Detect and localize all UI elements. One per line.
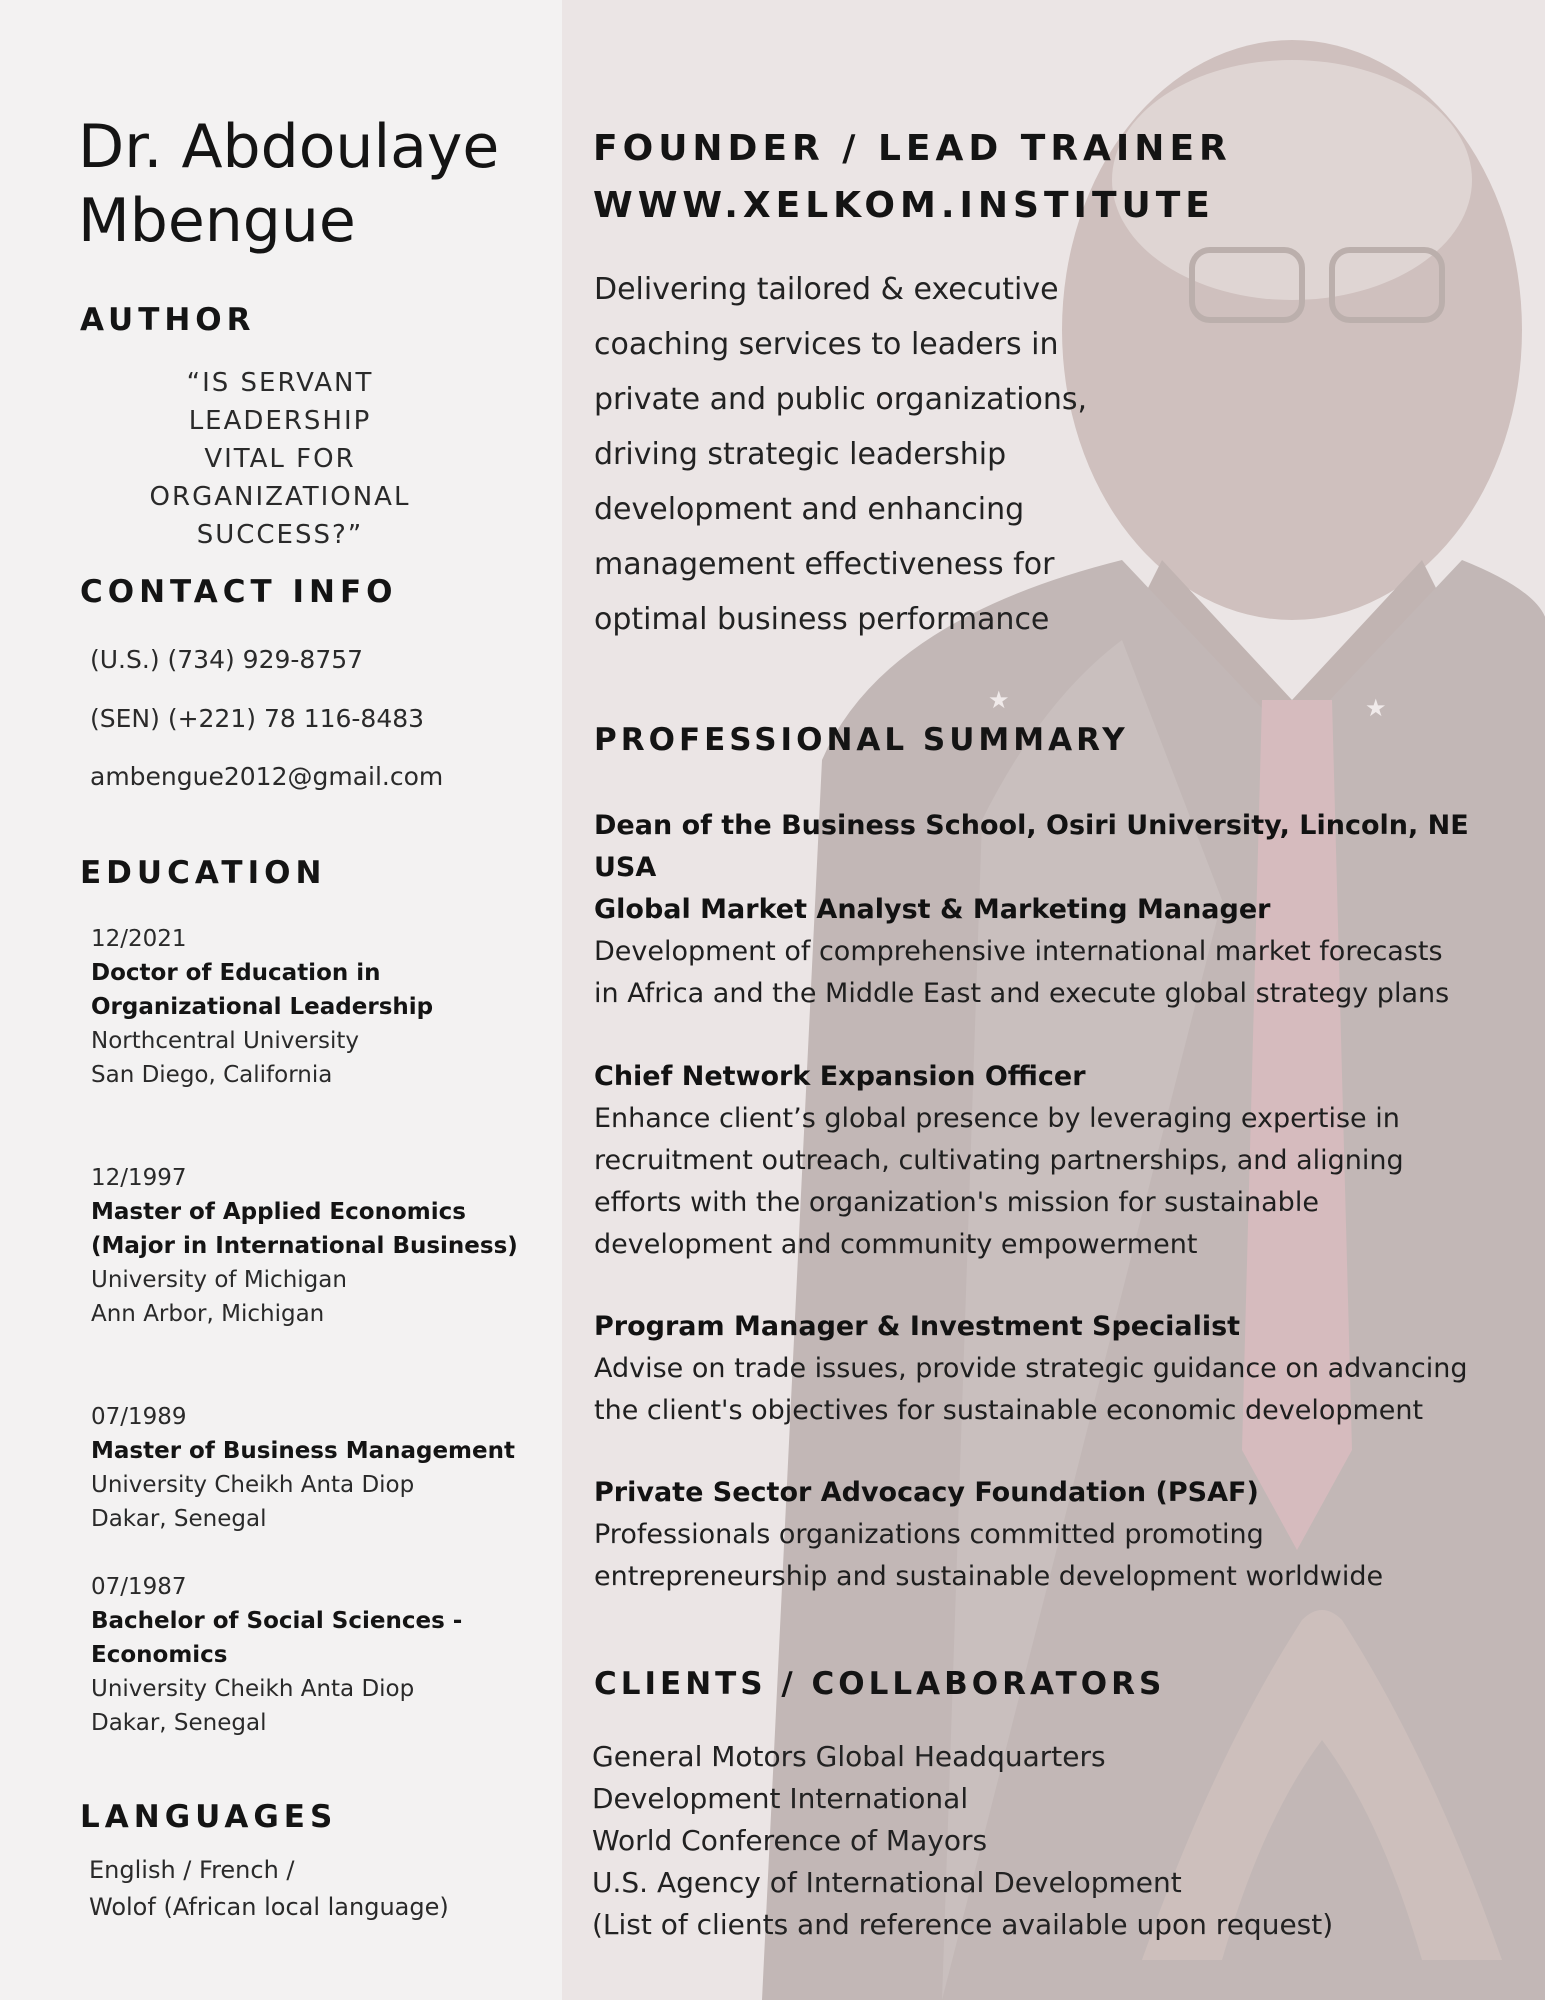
- languages-line: English / French /: [89, 1856, 295, 1884]
- role-heading: [593, 120, 1232, 234]
- education-school: University Cheikh Anta Diop: [91, 1676, 415, 1702]
- education-degree: Economics: [91, 1642, 228, 1668]
- summary-heading: PROFESSIONAL SUMMARY: [594, 722, 1129, 758]
- languages-list: [89, 1852, 449, 1926]
- education-degree: Bachelor of Social Sciences -: [91, 1608, 463, 1634]
- education-item: [91, 1161, 518, 1331]
- education-location: Dakar, Senegal: [91, 1506, 267, 1532]
- job-line: efforts with the organization's mission for sustainable: [594, 1187, 1319, 1218]
- education-date: 07/1987: [91, 1574, 187, 1600]
- description-line: optimal business performance: [594, 602, 1050, 637]
- name-line-2: Mbengue: [78, 186, 356, 256]
- education-school: University of Michigan: [91, 1267, 347, 1293]
- description-line: coaching services to leaders in: [594, 327, 1059, 362]
- description-line: driving strategic leadership: [594, 437, 1007, 472]
- education-date: 12/2021: [91, 926, 187, 952]
- education-school: Northcentral University: [91, 1028, 359, 1054]
- clients-list: [592, 1736, 1333, 1946]
- job-title: Program Manager & Investment Specialist: [594, 1311, 1241, 1342]
- quote-line: “IS SERVANT LEADERSHIP: [186, 368, 374, 436]
- description-line: private and public organizations,: [594, 382, 1088, 417]
- list-item: U.S. Agency of International Development: [592, 1866, 1182, 1899]
- job-line: Advise on trade issues, provide strategic guidance on advancing: [594, 1353, 1468, 1384]
- education-item: [91, 922, 433, 1092]
- job-entry: [594, 1306, 1524, 1432]
- quote-line: SUCCESS?”: [196, 520, 364, 550]
- education-location: Ann Arbor, Michigan: [91, 1301, 325, 1327]
- job-entry: [594, 889, 1524, 1015]
- job-line: Development of comprehensive international market forecasts: [594, 936, 1443, 967]
- list-item: General Motors Global Headquarters: [592, 1740, 1106, 1773]
- education-item: [91, 1400, 515, 1536]
- book-title-quote: [100, 364, 460, 554]
- clients-heading: CLIENTS / COLLABORATORS: [594, 1666, 1166, 1702]
- description-line: Delivering tailored & executive: [594, 272, 1059, 307]
- education-degree: Organizational Leadership: [91, 994, 434, 1020]
- education-location: San Diego, California: [91, 1062, 333, 1088]
- education-degree: (Major in International Business): [91, 1233, 518, 1259]
- dean-position: [594, 805, 1524, 889]
- education-date: 07/1989: [91, 1404, 187, 1430]
- person-name: [78, 110, 499, 258]
- education-degree: Master of Applied Economics: [91, 1199, 466, 1225]
- job-line: in Africa and the Middle East and execute global strategy plans: [594, 978, 1450, 1009]
- list-item: Development International: [592, 1782, 969, 1815]
- quote-line: VITAL FOR: [204, 444, 356, 474]
- education-heading: EDUCATION: [80, 855, 327, 891]
- languages-line: Wolof (African local language): [89, 1893, 449, 1921]
- list-item: World Conference of Mayors: [592, 1824, 988, 1857]
- job-title: Chief Network Expansion Officer: [594, 1061, 1086, 1092]
- email-link[interactable]: ambengue2012@gmail.com: [90, 762, 444, 791]
- job-line: Professionals organizations committed promoting: [594, 1519, 1264, 1550]
- job-entry: [594, 1056, 1524, 1266]
- job-title: Dean of the Business School, Osiri University, Lincoln, NE USA: [594, 810, 1469, 883]
- education-date: 12/1997: [91, 1165, 187, 1191]
- list-item: (List of clients and reference available upon request): [592, 1908, 1334, 1941]
- education-degree: Master of Business Management: [91, 1438, 515, 1464]
- contact-heading: CONTACT INFO: [80, 574, 398, 610]
- education-item: [91, 1570, 462, 1740]
- job-line: development and community empowerment: [594, 1229, 1198, 1260]
- name-line-1: Dr. Abdoulaye: [78, 112, 500, 182]
- services-description: [594, 262, 1154, 647]
- job-line: entrepreneurship and sustainable development worldwide: [594, 1561, 1384, 1592]
- education-location: Dakar, Senegal: [91, 1710, 267, 1736]
- phone-senegal[interactable]: (SEN) (+221) 78 116-8483: [90, 704, 425, 733]
- job-title: Global Market Analyst & Marketing Manager: [594, 894, 1271, 925]
- job-title: Private Sector Advocacy Foundation (PSAF): [594, 1477, 1259, 1508]
- job-entry: [594, 1472, 1524, 1598]
- quote-line: ORGANIZATIONAL: [149, 482, 411, 512]
- description-line: management effectiveness for: [594, 547, 1055, 582]
- description-line: development and enhancing: [594, 492, 1025, 527]
- languages-heading: LANGUAGES: [80, 1799, 338, 1835]
- education-degree: Doctor of Education in: [91, 960, 381, 986]
- job-line: the client's objectives for sustainable economic development: [594, 1395, 1424, 1426]
- website-link[interactable]: WWW.XELKOM.INSTITUTE: [593, 185, 1215, 226]
- job-line: Enhance client’s global presence by leveraging expertise in: [594, 1103, 1400, 1134]
- phone-us[interactable]: (U.S.) (734) 929-8757: [90, 645, 364, 674]
- role-title: FOUNDER / LEAD TRAINER: [593, 128, 1232, 169]
- author-heading: AUTHOR: [80, 302, 256, 338]
- education-school: University Cheikh Anta Diop: [91, 1472, 415, 1498]
- job-line: recruitment outreach, cultivating partnerships, and aligning: [594, 1145, 1404, 1176]
